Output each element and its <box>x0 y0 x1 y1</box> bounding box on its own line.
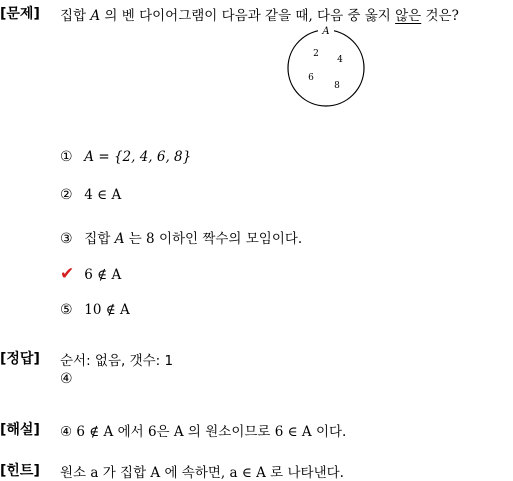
choice-5[interactable] <box>60 302 130 318</box>
question-text-before: 집합 <box>60 8 87 24</box>
choice-1[interactable] <box>60 149 191 165</box>
choice-2[interactable] <box>60 187 121 203</box>
venn-diagram <box>282 24 372 114</box>
venn-label: A <box>322 26 330 37</box>
explanation-tag: [해설] <box>0 422 40 438</box>
hint-tag: [힌트] <box>0 463 40 479</box>
question-tag: [문제] <box>0 6 40 22</box>
choice-marker: ⑤ <box>60 302 73 318</box>
venn-circle <box>288 30 364 106</box>
question-underlined: 않은 <box>395 8 422 24</box>
question-text <box>60 4 459 24</box>
choice-marker: ② <box>60 187 73 203</box>
hint-text: 원소 a 가 집합 A 에 속하면, a ∈ A 로 나타낸다. <box>60 465 344 481</box>
choice-text: 4 ∈ A <box>84 187 122 203</box>
answer-tag: [정답] <box>0 351 40 367</box>
answer-line2: ④ <box>60 371 73 387</box>
venn-element: 4 <box>337 55 343 65</box>
question-text-middle: 의 벤 다이어그램이 다음과 같을 때, 다음 중 옳지 <box>100 8 396 24</box>
choice-3[interactable] <box>60 227 302 247</box>
choice-var: A <box>114 231 125 247</box>
choice-text: 6 ∉ A <box>84 267 122 283</box>
choice-text-pre: 집합 <box>84 231 111 247</box>
choice-marker: ① <box>60 149 73 165</box>
explanation-text: ④ 6 ∉ A 에서 6은 A 의 원소이므로 6 ∈ A 이다. <box>60 424 347 440</box>
question-set-var: A <box>90 8 101 24</box>
check-mark-icon: ✔ <box>60 264 75 284</box>
choice-text-post: 는 8 이하인 짝수의 모임이다. <box>124 231 303 247</box>
venn-element: 8 <box>334 81 340 91</box>
venn-element: 2 <box>313 49 319 59</box>
choice-4[interactable] <box>60 264 121 284</box>
question-text-after: 것은? <box>421 8 459 24</box>
choice-text: 10 ∉ A <box>84 302 130 318</box>
choice-text: A = {2, 4, 6, 8} <box>84 149 192 165</box>
venn-element: 6 <box>308 73 314 83</box>
choice-marker: ③ <box>60 231 73 247</box>
answer-line1: 순서: 없음, 갯수: 1 <box>60 353 174 369</box>
